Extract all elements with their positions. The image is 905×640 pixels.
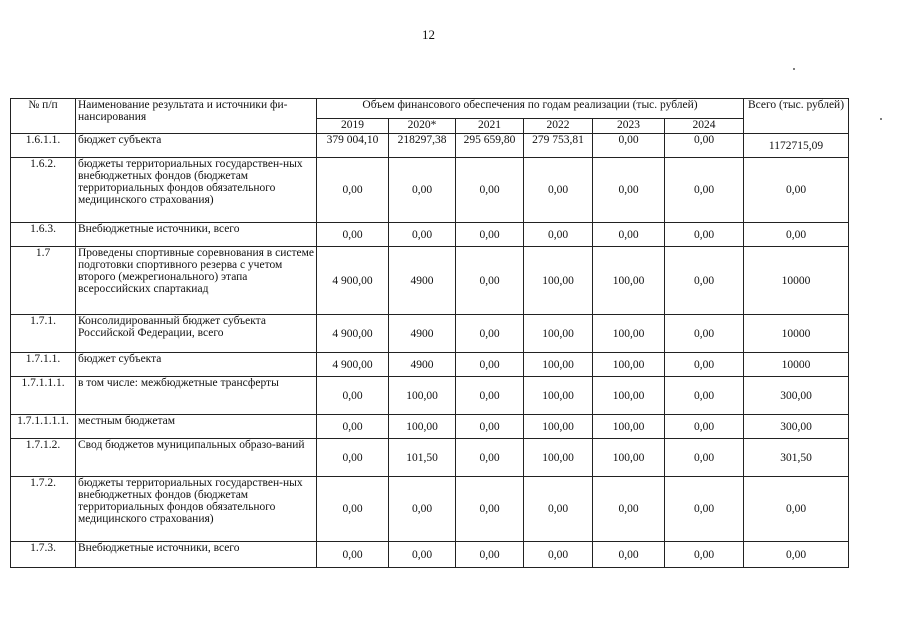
value-cell: 0,00 xyxy=(524,542,593,568)
total-cell: 10000 xyxy=(744,353,849,377)
value-cell: 4 900,00 xyxy=(317,315,389,353)
value-cell: 0,00 xyxy=(317,477,389,542)
row-name: местным бюджетам xyxy=(76,415,317,439)
value-cell: 100,00 xyxy=(524,247,593,315)
value-cell: 0,00 xyxy=(665,477,744,542)
value-cell: 0,00 xyxy=(665,247,744,315)
value-cell: 4900 xyxy=(389,247,456,315)
total-cell: 10000 xyxy=(744,247,849,315)
header-name: Наименование результата и источники фи-нансирования xyxy=(76,99,317,134)
table-row xyxy=(11,542,849,568)
value-cell: 0,00 xyxy=(665,315,744,353)
value-cell: 0,00 xyxy=(456,353,524,377)
table-row xyxy=(11,353,849,377)
value-cell: 0,00 xyxy=(456,415,524,439)
total-cell: 0,00 xyxy=(744,542,849,568)
row-name: бюджеты территориальных государствен-ных внебюджетных фондов (бюджетам территориальных фондов обязательного медицинского страхования) xyxy=(76,477,317,542)
value-cell: 0,00 xyxy=(456,158,524,223)
total-cell: 0,00 xyxy=(744,223,849,247)
value-cell: 100,00 xyxy=(593,247,665,315)
value-cell: 100,00 xyxy=(389,377,456,415)
row-name: Внебюджетные источники, всего xyxy=(76,223,317,247)
total-cell: 0,00 xyxy=(744,477,849,542)
table-row xyxy=(11,477,849,542)
header-num: № п/п xyxy=(11,99,76,134)
value-cell: 0,00 xyxy=(524,158,593,223)
value-cell: 0,00 xyxy=(317,377,389,415)
value-cell: 0,00 xyxy=(389,158,456,223)
row-number: 1.6.2. xyxy=(11,158,76,223)
value-cell: 0,00 xyxy=(593,542,665,568)
value-cell: 0,00 xyxy=(456,542,524,568)
value-cell: 4 900,00 xyxy=(317,247,389,315)
total-cell: 0,00 xyxy=(744,158,849,223)
scan-speck xyxy=(793,68,795,70)
value-cell: 295 659,80 xyxy=(456,134,524,158)
value-cell: 0,00 xyxy=(317,223,389,247)
value-cell: 0,00 xyxy=(456,439,524,477)
value-cell: 100,00 xyxy=(524,415,593,439)
value-cell: 100,00 xyxy=(593,377,665,415)
scan-speck xyxy=(880,118,882,120)
value-cell: 0,00 xyxy=(317,158,389,223)
value-cell: 218297,38 xyxy=(389,134,456,158)
value-cell: 0,00 xyxy=(524,477,593,542)
value-cell: 0,00 xyxy=(593,134,665,158)
header-total: Всего (тыс. рублей) xyxy=(744,99,849,134)
value-cell: 0,00 xyxy=(665,353,744,377)
value-cell: 0,00 xyxy=(665,223,744,247)
table-row xyxy=(11,223,849,247)
value-cell: 0,00 xyxy=(389,477,456,542)
value-cell: 100,00 xyxy=(524,315,593,353)
value-cell: 0,00 xyxy=(317,415,389,439)
total-cell: 300,00 xyxy=(744,377,849,415)
value-cell: 0,00 xyxy=(665,542,744,568)
value-cell: 100,00 xyxy=(593,415,665,439)
value-cell: 0,00 xyxy=(593,158,665,223)
value-cell: 0,00 xyxy=(456,223,524,247)
value-cell: 0,00 xyxy=(593,223,665,247)
value-cell: 0,00 xyxy=(665,415,744,439)
value-cell: 0,00 xyxy=(389,542,456,568)
value-cell: 0,00 xyxy=(317,439,389,477)
header-volume: Объем финансового обеспечения по годам реализации (тыс. рублей) xyxy=(317,99,744,119)
row-name: Проведены спортивные соревнования в системе подготовки спортивного резерва с учетом второго (межрегионального) этапа всероссийских спартакиад xyxy=(76,247,317,315)
value-cell: 0,00 xyxy=(317,542,389,568)
table-row xyxy=(11,247,849,315)
row-number: 1.7.1.1.1.1. xyxy=(11,415,76,439)
value-cell: 0,00 xyxy=(593,477,665,542)
value-cell: 0,00 xyxy=(665,134,744,158)
year-header: 2024 xyxy=(665,119,744,134)
financing-table xyxy=(10,98,849,568)
table-row xyxy=(11,377,849,415)
value-cell: 0,00 xyxy=(665,377,744,415)
page-number: 12 xyxy=(422,27,435,42)
year-header: 2021 xyxy=(456,119,524,134)
value-cell: 100,00 xyxy=(524,439,593,477)
value-cell: 100,00 xyxy=(524,353,593,377)
value-cell: 0,00 xyxy=(524,223,593,247)
row-name: бюджеты территориальных государствен-ных внебюджетных фондов (бюджетам территориальных фондов обязательного медицинского страхования) xyxy=(76,158,317,223)
year-header: 2023 xyxy=(593,119,665,134)
table-row xyxy=(11,415,849,439)
row-name: Свод бюджетов муниципальных образо-ваний xyxy=(76,439,317,477)
row-number: 1.7.1.1. xyxy=(11,353,76,377)
table-row xyxy=(11,158,849,223)
total-cell: 10000 xyxy=(744,315,849,353)
total-cell: 301,50 xyxy=(744,439,849,477)
year-header: 2022 xyxy=(524,119,593,134)
value-cell: 0,00 xyxy=(665,439,744,477)
table-row xyxy=(11,439,849,477)
row-number: 1.7.1. xyxy=(11,315,76,353)
total-cell: 300,00 xyxy=(744,415,849,439)
value-cell: 0,00 xyxy=(665,158,744,223)
value-cell: 4900 xyxy=(389,353,456,377)
value-cell: 0,00 xyxy=(389,223,456,247)
value-cell: 4900 xyxy=(389,315,456,353)
value-cell: 100,00 xyxy=(593,353,665,377)
value-cell: 100,00 xyxy=(593,315,665,353)
total-cell: 1172715,09 xyxy=(744,134,849,158)
year-header: 2020* xyxy=(389,119,456,134)
value-cell: 0,00 xyxy=(456,315,524,353)
value-cell: 0,00 xyxy=(456,247,524,315)
table-row xyxy=(11,315,849,353)
row-number: 1.7.2. xyxy=(11,477,76,542)
value-cell: 100,00 xyxy=(593,439,665,477)
row-name: бюджет субъекта xyxy=(76,134,317,158)
table-row xyxy=(11,134,849,158)
value-cell: 0,00 xyxy=(456,377,524,415)
year-header: 2019 xyxy=(317,119,389,134)
value-cell: 279 753,81 xyxy=(524,134,593,158)
value-cell: 100,00 xyxy=(524,377,593,415)
value-cell: 100,00 xyxy=(389,415,456,439)
value-cell: 101,50 xyxy=(389,439,456,477)
row-number: 1.7.1.2. xyxy=(11,439,76,477)
row-name: в том числе: межбюджетные трансферты xyxy=(76,377,317,415)
row-number: 1.7.1.1.1. xyxy=(11,377,76,415)
value-cell: 0,00 xyxy=(456,477,524,542)
row-name: бюджет субъекта xyxy=(76,353,317,377)
row-name: Консолидированный бюджет субъекта Российской Федерации, всего xyxy=(76,315,317,353)
row-number: 1.7.3. xyxy=(11,542,76,568)
row-number: 1.6.3. xyxy=(11,223,76,247)
value-cell: 379 004,10 xyxy=(317,134,389,158)
value-cell: 4 900,00 xyxy=(317,353,389,377)
row-number: 1.7 xyxy=(11,247,76,315)
row-name: Внебюджетные источники, всего xyxy=(76,542,317,568)
row-number: 1.6.1.1. xyxy=(11,134,76,158)
